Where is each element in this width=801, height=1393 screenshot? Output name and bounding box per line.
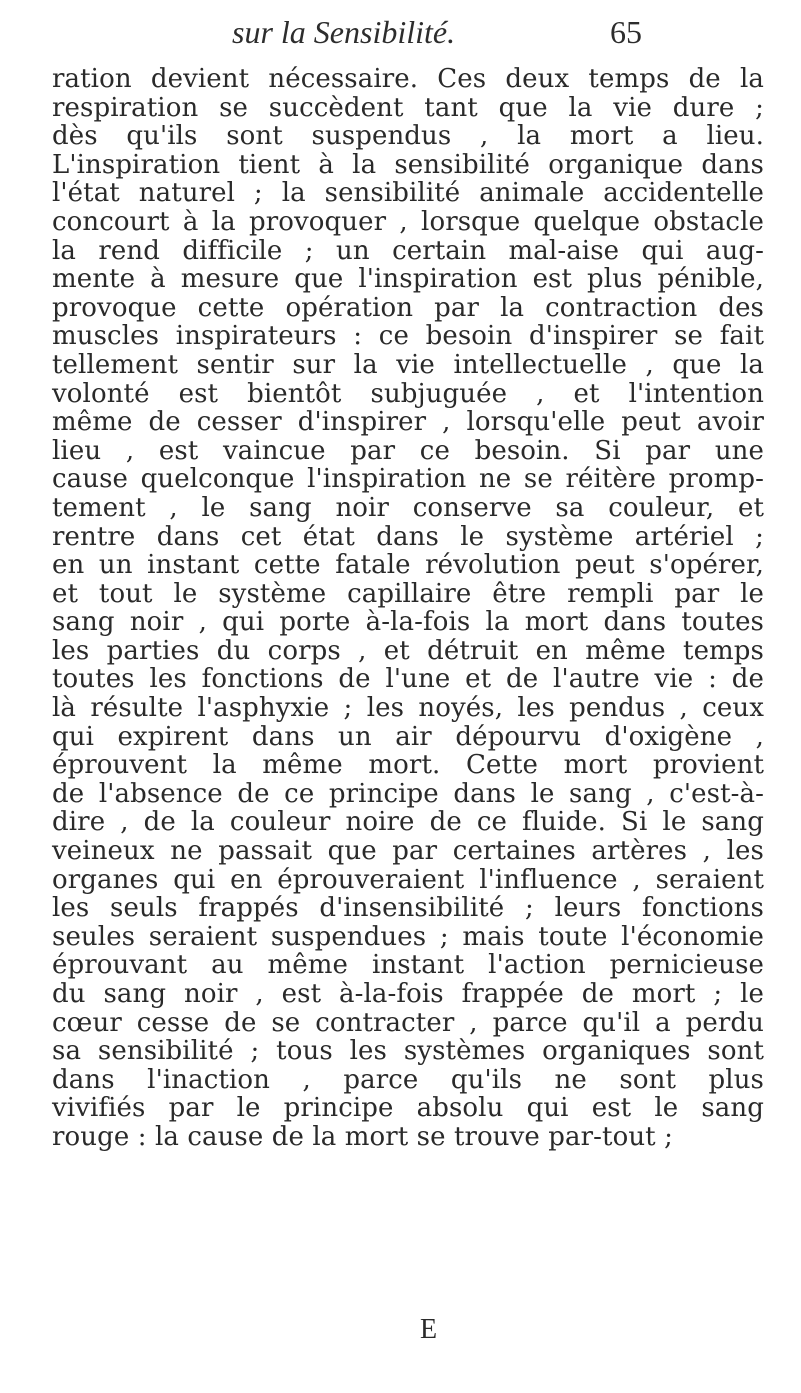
text-line: tellement sentir sur la vie intellectuelle , que la	[52, 349, 764, 380]
text-line: en un instant cette fatale révolution peut s'opérer,	[52, 550, 764, 581]
text-line: qui expirent dans un air dépourvu d'oxigène ,	[52, 721, 764, 752]
text-line: toutes les fonctions de l'une et de l'autre vie : de	[52, 664, 764, 695]
text-line: du sang noir , est à-la-fois frappée de mort ; le	[52, 979, 764, 1009]
text-line: et tout le système capillaire être rempli par le	[52, 578, 764, 609]
text-line: l'état naturel ; la sensibilité animale accidentelle	[52, 178, 764, 209]
running-title: sur la Sensibilité.	[232, 14, 456, 50]
text-line: veineux ne passait que par certaines artères , les	[52, 836, 764, 867]
signature-mark: E	[420, 1314, 438, 1345]
text-line: la rend difficile ; un certain mal-aise qui aug-	[52, 235, 764, 266]
text-line: rentre dans cet état dans le système artériel ;	[52, 521, 764, 552]
text-line: même de cesser d'inspirer , lorsqu'elle peut avoir	[52, 407, 764, 438]
text-line: concourt à la provoquer , lorsque quelque obstacle	[52, 206, 764, 237]
text-line: sang noir , qui porte à-la-fois la mort dans toutes	[52, 607, 764, 638]
text-line: organes qui en éprouveraient l'influence , seraient	[52, 864, 764, 895]
text-line: muscles inspirateurs : ce besoin d'inspirer se fait	[52, 321, 764, 352]
text-line: respiration se succèdent tant que la vie dure ;	[52, 92, 764, 123]
text-line: seules seraient suspendues ; mais toute l'économie	[52, 921, 764, 952]
text-line: ration devient nécessaire. Ces deux temps de la	[52, 64, 764, 94]
text-line: éprouvent la même mort. Cette mort provient	[52, 750, 764, 781]
text-line: tement , le sang noir conserve sa couleur, et	[52, 492, 764, 523]
body-text	[52, 65, 764, 1315]
text-line: sa sensibilité ; tous les systèmes organiques sont	[52, 1036, 764, 1067]
text-line: les seuls frappés d'insensibilité ; leurs fonctions	[52, 893, 764, 924]
text-line: les parties du corps , et détruit en même temps	[52, 635, 764, 666]
text-line: de l'absence de ce principe dans le sang , c'est-à-	[52, 778, 764, 809]
page-number: 65	[610, 14, 642, 50]
text-line: mente à mesure que l'inspiration est plus pénible,	[52, 264, 764, 295]
text-line: dire , de la couleur noire de ce fluide. Si le sang	[52, 807, 764, 838]
text-line: provoque cette opération par la contraction des	[52, 292, 764, 323]
text-line: vivifiés par le principe absolu qui est le sang	[52, 1093, 764, 1124]
running-head	[232, 14, 652, 60]
text-line: cause quelconque l'inspiration ne se réitère promp-	[52, 464, 764, 495]
text-line: cœur cesse de se contracter , parce qu'il a perdu	[52, 1007, 764, 1038]
text-line: lieu , est vaincue par ce besoin. Si par une	[52, 435, 764, 466]
text-line: dans l'inaction , parce qu'ils ne sont plus	[52, 1064, 764, 1095]
text-line: éprouvant au même instant l'action pernicieuse	[52, 950, 764, 981]
text-line: dès qu'ils sont suspendus , la mort a lieu.	[52, 121, 764, 152]
text-line: L'inspiration tient à la sensibilité organique dans	[52, 149, 764, 180]
text-line: là résulte l'asphyxie ; les noyés, les pendus , ceux	[52, 693, 764, 724]
text-line: volonté est bientôt subjuguée , et l'intention	[52, 378, 764, 409]
text-line: rouge : la cause de la mort se trouve par-tout ;	[52, 1121, 673, 1152]
